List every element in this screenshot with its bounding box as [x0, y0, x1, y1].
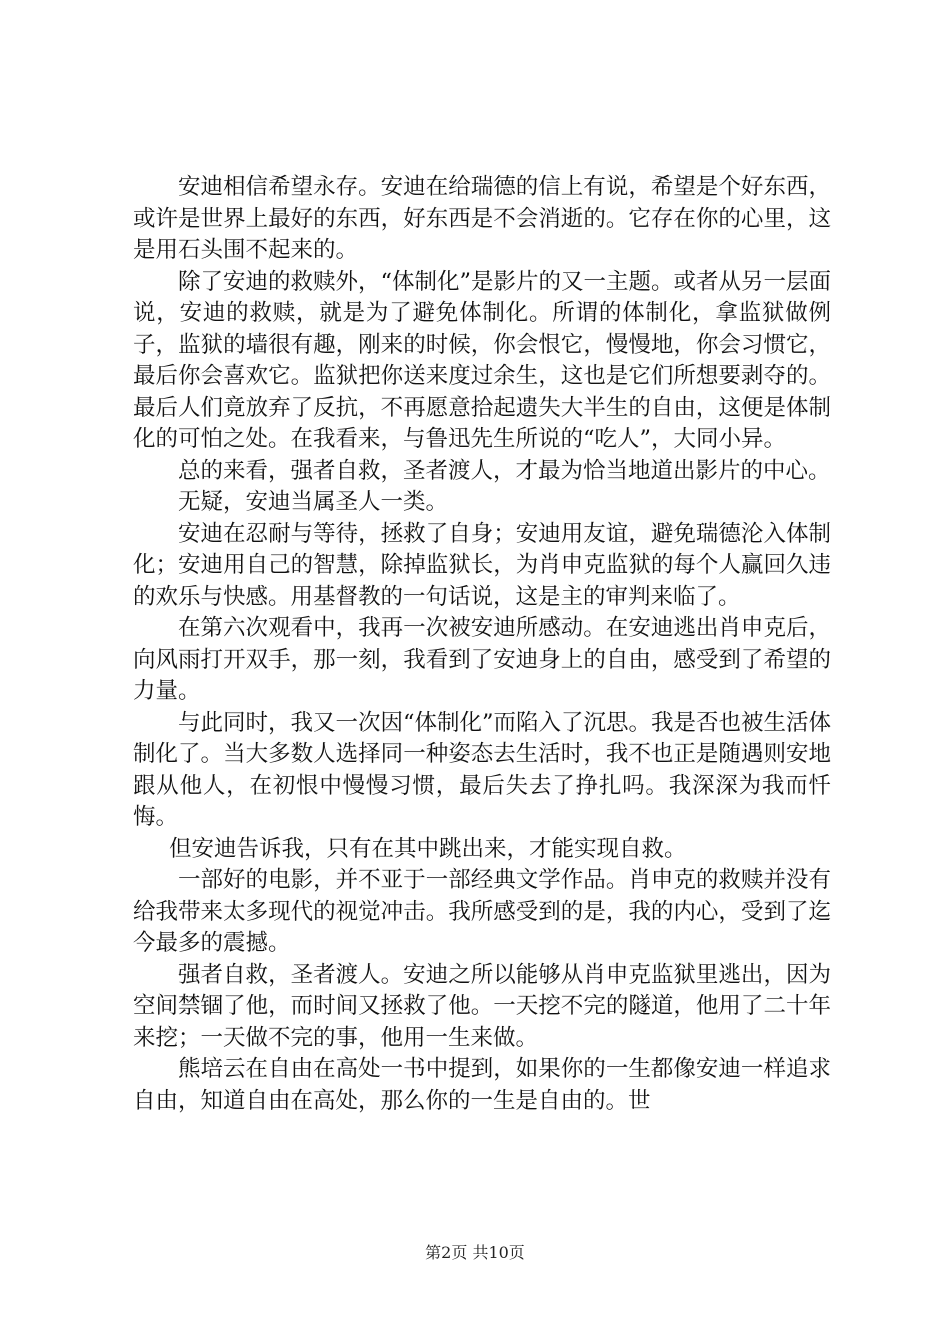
paragraph-2: 除了安迪的救赎外，“体制化”是影片的又一主题。或者从另一层面说，安迪的救赎，就是为了避免体制化。所谓的体制化，拿监狱做例子，监狱的墙很有趣，刚来的时候，你会恨它，慢慢地，你会习惯它，最后你会喜欢它。监狱把你送来度过余生，这也是它们所想要剥夺的。最后人们竟放弃了反抗，不再愿意拾起遗失大半生的自由，这便是体制化的可怕之处。在我看来，与鲁迅先生所说的“吃人”，大同小异。: [133, 268, 832, 452]
paragraph-11: 熊培云在自由在高处一书中提到，如果你的一生都像安迪一样追求自由，知道自由在高处，那么你的一生是自由的。世: [133, 1056, 831, 1114]
page-footer: 第2页 共10页: [425, 1243, 525, 1262]
paragraph-3: 总的来看，强者自救，圣者渡人，才最为恰当地道出影片的中心。: [178, 457, 831, 484]
paragraph-10: 强者自救，圣者渡人。安迪之所以能够从肖申克监狱里逃出，因为空间禁锢了他，而时间又拯救了他。一天挖不完的隧道，他用了二十年来挖；一天做不完的事，他用一生来做。: [133, 961, 831, 1051]
body-text: [133, 172, 831, 1117]
paragraph-9: 一部好的电影，并不亚于一部经典文学作品。肖申克的救赎并没有给我带来太多现代的视觉冲击。我所感受到的是，我的内心，受到了迄今最多的震撼。: [133, 867, 831, 956]
paragraph-7: 与此同时，我又一次因“体制化”而陷入了沉思。我是否也被生活体制化了。当大多数人选择同一种姿态去生活时，我不也正是随遇则安地跟从他人，在初恨中慢慢习惯，最后失去了挣扎吗。我深深为我而忏悔。: [133, 709, 832, 830]
paragraph-6: 在第六次观看中，我再一次被安迪所感动。在安迪逃出肖申克后，向风雨打开双手，那一刻，我看到了安迪身上的自由，感受到了希望的力量。: [133, 615, 831, 704]
paragraph-4: 无疑，安迪当属圣人一类。: [178, 489, 449, 515]
paragraph-8: 但安迪告诉我，只有在其中跳出来，才能实现自救。: [169, 835, 687, 862]
paragraph-1: 安迪相信希望永存。安迪在给瑞德的信上有说，希望是个好东西，或许是世界上最好的东西，好东西是不会消逝的。它存在你的心里，这是用石头围不起来的。: [133, 174, 831, 263]
paragraph-5: 安迪在忍耐与等待，拯救了自身；安迪用友谊，避免瑞德沦入体制化；安迪用自己的智慧，除掉监狱长，为肖申克监狱的每个人赢回久违的欢乐与快感。用基督教的一句话说，这是主的审判来临了。: [133, 520, 831, 610]
